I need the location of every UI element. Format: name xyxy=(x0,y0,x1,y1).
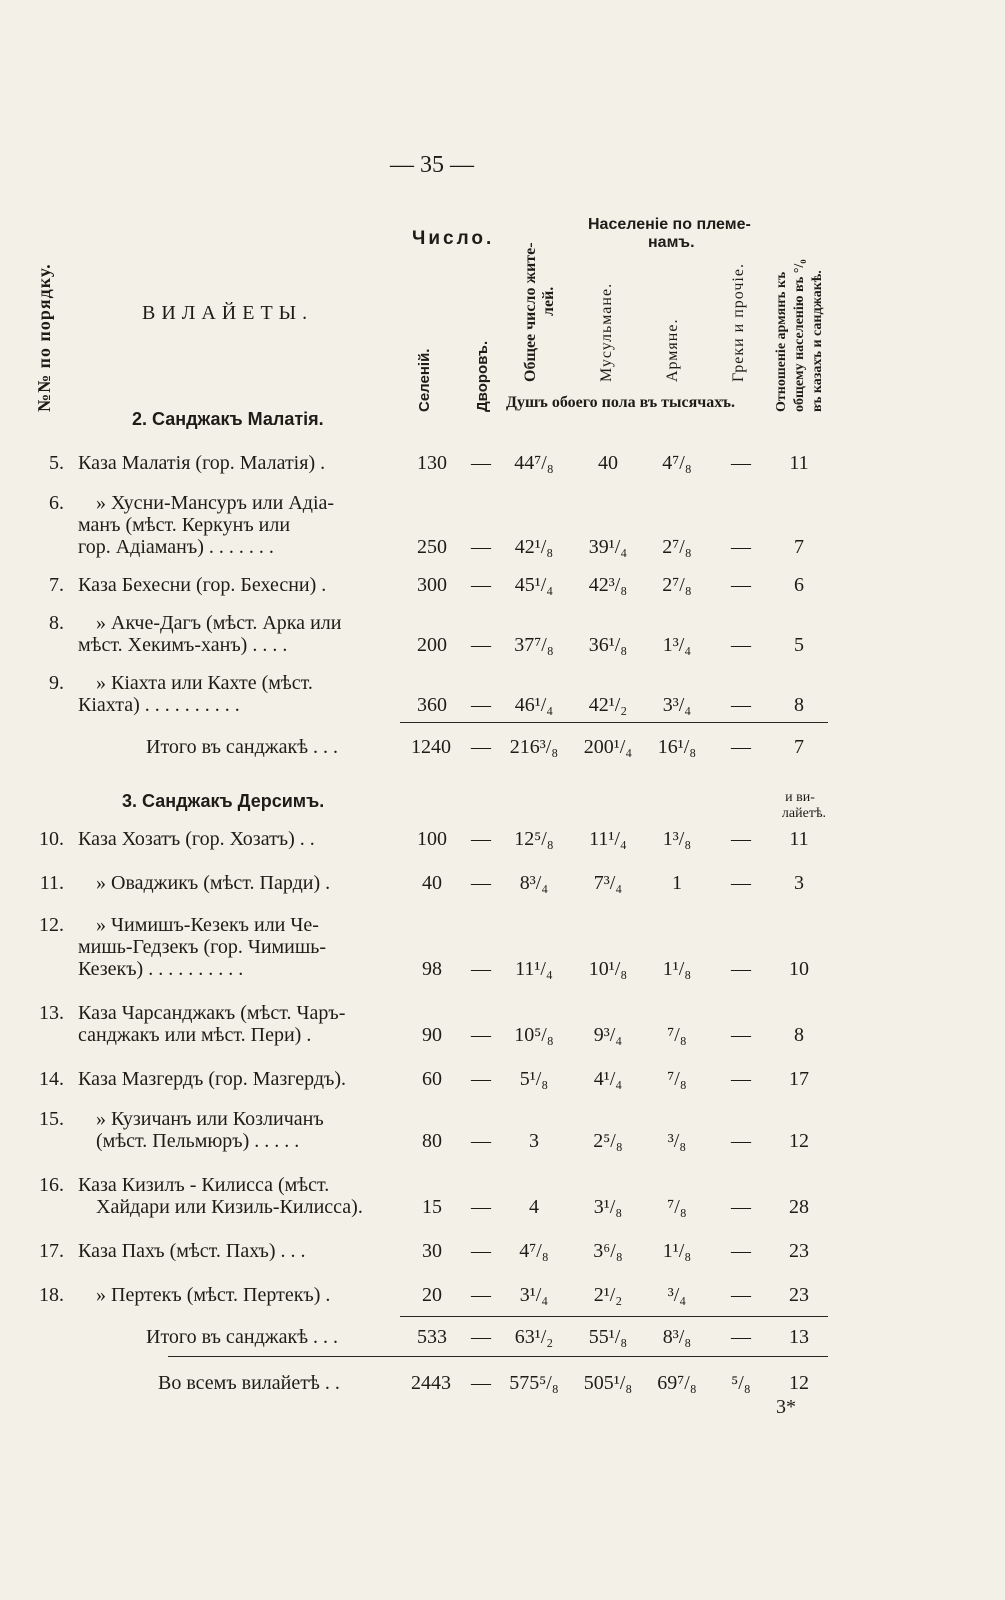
row-number: 9. xyxy=(49,672,64,694)
cell-greki: — xyxy=(731,828,751,850)
cell-greki: — xyxy=(731,1024,751,1046)
cell-dvorov: — xyxy=(471,1130,491,1152)
cell-percent: 23 xyxy=(789,1284,809,1306)
row-number: 10. xyxy=(39,828,64,850)
row-label: Каза Малатія (гор. Малатія) . xyxy=(78,452,326,474)
total-dvorov: — xyxy=(471,736,491,758)
total-musulmane: 200¹/₄ xyxy=(583,736,633,758)
grand-total-musulmane: 505¹/₈ xyxy=(583,1372,633,1394)
cell-total: 5¹/₈ xyxy=(519,1068,549,1090)
row-label-line: Кіахта) . . . . . . . . . . xyxy=(78,694,240,716)
cell-greki: — xyxy=(731,872,751,894)
row-label-line: мѣст. Хекимъ-ханъ) . . . . xyxy=(78,634,288,656)
cell-seleniy: 80 xyxy=(422,1130,442,1152)
total-armyane: 8³/₈ xyxy=(662,1326,692,1348)
row-label-line: мишь-Гедзекъ (гор. Чимишь- xyxy=(78,936,327,958)
header-otnoshenie-2: общему населенію въ °/₀ xyxy=(792,259,807,412)
row-label-line: Хайдари или Кизиль-Килисса). xyxy=(96,1196,363,1218)
cell-musulmane: 42¹/₂ xyxy=(588,694,628,716)
cell-total: 12⁵/₈ xyxy=(514,828,554,850)
row-label-line: Кезекъ) . . . . . . . . . . xyxy=(78,958,244,980)
cell-armyane: 2⁷/₈ xyxy=(662,536,692,558)
total-seleniy: 533 xyxy=(417,1326,447,1348)
cell-seleniy: 130 xyxy=(417,452,447,474)
cell-seleniy: 40 xyxy=(422,872,442,894)
cell-total: 46¹/₄ xyxy=(514,694,554,716)
cell-armyane: ⁷/₈ xyxy=(667,1024,687,1046)
row-label: » Акче-Дагъ (мѣст. Арка или xyxy=(96,612,342,634)
cell-musulmane: 2¹/₂ xyxy=(593,1284,623,1306)
cell-seleniy: 98 xyxy=(422,958,442,980)
row-number: 14. xyxy=(39,1068,64,1090)
note-line: и ви- xyxy=(785,790,815,805)
cell-seleniy: 90 xyxy=(422,1024,442,1046)
total-label: Итого въ санджакѣ . . . xyxy=(146,1326,339,1348)
cell-armyane: ⁷/₈ xyxy=(667,1196,687,1218)
cell-musulmane: 40 xyxy=(598,452,618,474)
cell-musulmane: 7³/₄ xyxy=(593,872,623,894)
row-number: 17. xyxy=(39,1240,64,1262)
cell-seleniy: 15 xyxy=(422,1196,442,1218)
cell-seleniy: 200 xyxy=(417,634,447,656)
cell-total: 8³/₄ xyxy=(519,872,549,894)
header-greki: Греки и прочіе. xyxy=(730,263,747,382)
total-percent: 7 xyxy=(794,736,804,758)
cell-percent: 11 xyxy=(789,828,809,850)
cell-armyane: 1³/₈ xyxy=(662,828,692,850)
row-number: 7. xyxy=(49,574,64,596)
grand-total-label: Во всемъ вилайетѣ . . xyxy=(158,1372,340,1394)
header-chislo: Число. xyxy=(412,228,495,249)
cell-percent: 11 xyxy=(789,452,809,474)
cell-armyane: 3³/₄ xyxy=(662,694,692,716)
cell-musulmane: 11¹/₄ xyxy=(589,828,627,850)
header-seleniy: Селеній. xyxy=(416,348,433,412)
header-col-vilayet: ВИЛАЙЕТЫ. xyxy=(142,302,314,324)
cell-dvorov: — xyxy=(471,1240,491,1262)
total-percent: 13 xyxy=(789,1326,809,1348)
cell-armyane: 1³/₄ xyxy=(662,634,692,656)
cell-greki: — xyxy=(731,694,751,716)
total-dvorov: — xyxy=(471,1326,491,1348)
row-label: » Пертекъ (мѣст. Пертекъ) . xyxy=(96,1284,331,1306)
cell-seleniy: 20 xyxy=(422,1284,442,1306)
cell-dvorov: — xyxy=(471,1284,491,1306)
cell-armyane: 1¹/₈ xyxy=(662,1240,692,1262)
divider-line xyxy=(168,1356,828,1357)
cell-musulmane: 3¹/₈ xyxy=(593,1196,623,1218)
cell-total: 11¹/₄ xyxy=(515,958,553,980)
cell-percent: 28 xyxy=(789,1196,809,1218)
cell-percent: 17 xyxy=(789,1068,809,1090)
cell-percent: 3 xyxy=(794,872,804,894)
cell-armyane: ³/₈ xyxy=(667,1130,687,1152)
grand-total-dvorov: — xyxy=(471,1372,491,1394)
cell-dvorov: — xyxy=(471,634,491,656)
header-dush: Душъ обоего пола въ тысячахъ. xyxy=(506,394,736,411)
cell-musulmane: 2⁵/₈ xyxy=(593,1130,623,1152)
cell-dvorov: — xyxy=(471,536,491,558)
cell-seleniy: 30 xyxy=(422,1240,442,1262)
row-number: 12. xyxy=(39,914,64,936)
cell-greki: — xyxy=(731,1068,751,1090)
cell-total: 45¹/₄ xyxy=(514,574,554,596)
header-otnoshenie-1: Отношеніе армянъ къ xyxy=(774,271,789,412)
row-label-line: гор. Адіаманъ) . . . . . . . xyxy=(78,536,274,558)
cell-musulmane: 3⁶/₈ xyxy=(593,1240,623,1262)
row-label-line: манъ (мѣст. Керкунъ или xyxy=(78,514,291,536)
cell-musulmane: 10¹/₈ xyxy=(588,958,628,980)
total-label: Итого въ санджакѣ . . . xyxy=(146,736,339,758)
cell-percent: 12 xyxy=(789,1130,809,1152)
cell-greki: — xyxy=(731,536,751,558)
cell-seleniy: 100 xyxy=(417,828,447,850)
cell-dvorov: — xyxy=(471,872,491,894)
header-obshchee-1: Общее число жите- xyxy=(522,242,539,382)
cell-musulmane: 36¹/₈ xyxy=(588,634,628,656)
cell-percent: 23 xyxy=(789,1240,809,1262)
row-label: » Оваджикъ (мѣст. Парди) . xyxy=(96,872,331,894)
cell-percent: 6 xyxy=(794,574,804,596)
signature-mark: 3* xyxy=(776,1396,796,1418)
cell-seleniy: 360 xyxy=(417,694,447,716)
grand-total-total: 575⁵/₈ xyxy=(509,1372,559,1394)
cell-total: 10⁵/₈ xyxy=(514,1024,554,1046)
section-title-dersim: 3. Санджакъ Дерсимъ. xyxy=(122,791,325,811)
cell-dvorov: — xyxy=(471,452,491,474)
header-armyane: Армяне. xyxy=(664,318,681,382)
divider-line xyxy=(400,1316,828,1317)
header-naselenie-1: Населеніе по племе- xyxy=(588,216,751,233)
section-title-malatia: 2. Санджакъ Малатія. xyxy=(132,409,324,429)
row-label: Каза Мазгердъ (гор. Мазгердъ). xyxy=(78,1068,347,1090)
grand-total-greki: ⁵/₈ xyxy=(731,1372,751,1394)
cell-percent: 7 xyxy=(794,536,804,558)
row-number: 13. xyxy=(39,1002,64,1024)
cell-dvorov: — xyxy=(471,1024,491,1046)
cell-seleniy: 60 xyxy=(422,1068,442,1090)
cell-total: 4 xyxy=(529,1196,539,1218)
row-label: Каза Кизилъ - Килисса (мѣст. xyxy=(78,1174,330,1196)
cell-dvorov: — xyxy=(471,1196,491,1218)
row-label: » Чимишъ-Кезекъ или Че- xyxy=(96,914,319,936)
header-naselenie-2: намъ. xyxy=(648,234,695,251)
cell-armyane: 4⁷/₈ xyxy=(662,452,692,474)
cell-total: 37⁷/₈ xyxy=(514,634,554,656)
header-obshchee-2: лей. xyxy=(540,286,557,316)
row-number: 6. xyxy=(49,492,64,514)
row-number: 8. xyxy=(49,612,64,634)
cell-total: 4⁷/₈ xyxy=(519,1240,549,1262)
cell-greki: — xyxy=(731,1284,751,1306)
cell-total: 42¹/₈ xyxy=(514,536,554,558)
cell-percent: 10 xyxy=(789,958,809,980)
cell-dvorov: — xyxy=(471,958,491,980)
note-line: лайетѣ. xyxy=(781,806,827,821)
cell-total: 3¹/₄ xyxy=(519,1284,549,1306)
header-otnoshenie-3: въ казахъ и санджакѣ. xyxy=(810,270,825,412)
row-label: » Кіахта или Кахте (мѣст. xyxy=(96,672,313,694)
row-label: Каза Хозатъ (гор. Хозатъ) . . xyxy=(78,828,315,850)
row-label: » Кузичанъ или Козличанъ xyxy=(96,1108,324,1130)
grand-total-percent: 12 xyxy=(789,1372,809,1394)
cell-greki: — xyxy=(731,1130,751,1152)
cell-total: 3 xyxy=(529,1130,539,1152)
cell-armyane: ³/₄ xyxy=(667,1284,687,1306)
header-musulmane: Мусульмане. xyxy=(598,282,615,382)
cell-dvorov: — xyxy=(471,574,491,596)
cell-greki: — xyxy=(731,958,751,980)
row-label-line: (мѣст. Пельмюръ) . . . . . xyxy=(96,1130,300,1152)
total-greki: — xyxy=(731,736,751,758)
cell-dvorov: — xyxy=(471,694,491,716)
row-label: Каза Пахъ (мѣст. Пахъ) . . . xyxy=(78,1240,306,1262)
row-number: 16. xyxy=(39,1174,64,1196)
cell-seleniy: 300 xyxy=(417,574,447,596)
cell-percent: 8 xyxy=(794,694,804,716)
cell-musulmane: 4¹/₄ xyxy=(593,1068,623,1090)
cell-dvorov: — xyxy=(471,1068,491,1090)
grand-total-armyane: 69⁷/₈ xyxy=(657,1372,697,1394)
cell-armyane: 1¹/₈ xyxy=(662,958,692,980)
page-number: — 35 — xyxy=(390,152,474,178)
row-label: Каза Бехесни (гор. Бехесни) . xyxy=(78,574,327,596)
total-total: 216³/₈ xyxy=(509,736,559,758)
cell-armyane: ⁷/₈ xyxy=(667,1068,687,1090)
cell-musulmane: 9³/₄ xyxy=(593,1024,623,1046)
cell-total: 44⁷/₈ xyxy=(514,452,554,474)
cell-greki: — xyxy=(731,574,751,596)
cell-percent: 8 xyxy=(794,1024,804,1046)
total-total: 63¹/₂ xyxy=(514,1326,554,1348)
cell-percent: 5 xyxy=(794,634,804,656)
total-armyane: 16¹/₈ xyxy=(657,736,697,758)
total-greki: — xyxy=(731,1326,751,1348)
header-dvorov: Дворовъ. xyxy=(474,340,491,412)
cell-armyane: 1 xyxy=(672,872,682,894)
grand-total-seleniy: 2443 xyxy=(411,1372,451,1394)
cell-greki: — xyxy=(731,1240,751,1262)
cell-musulmane: 39¹/₄ xyxy=(588,536,628,558)
cell-greki: — xyxy=(731,1196,751,1218)
row-number: 18. xyxy=(39,1284,64,1306)
cell-armyane: 2⁷/₈ xyxy=(662,574,692,596)
cell-dvorov: — xyxy=(471,828,491,850)
row-label: Каза Чарсанджакъ (мѣст. Чаръ- xyxy=(78,1002,346,1024)
row-label-line: санджакъ или мѣст. Пери) . xyxy=(78,1024,312,1046)
cell-musulmane: 42³/₈ xyxy=(588,574,628,596)
cell-greki: — xyxy=(731,452,751,474)
total-seleniy: 1240 xyxy=(411,736,451,758)
divider-line xyxy=(400,722,828,723)
row-label: » Хусни-Мансуръ или Адіа- xyxy=(96,492,335,514)
total-musulmane: 55¹/₈ xyxy=(588,1326,628,1348)
row-number: 15. xyxy=(39,1108,64,1130)
row-number: 5. xyxy=(49,452,64,474)
cell-greki: — xyxy=(731,634,751,656)
cell-seleniy: 250 xyxy=(417,536,447,558)
header-col-number: №№ по порядку. xyxy=(34,263,54,412)
row-number: 11. xyxy=(39,872,64,894)
